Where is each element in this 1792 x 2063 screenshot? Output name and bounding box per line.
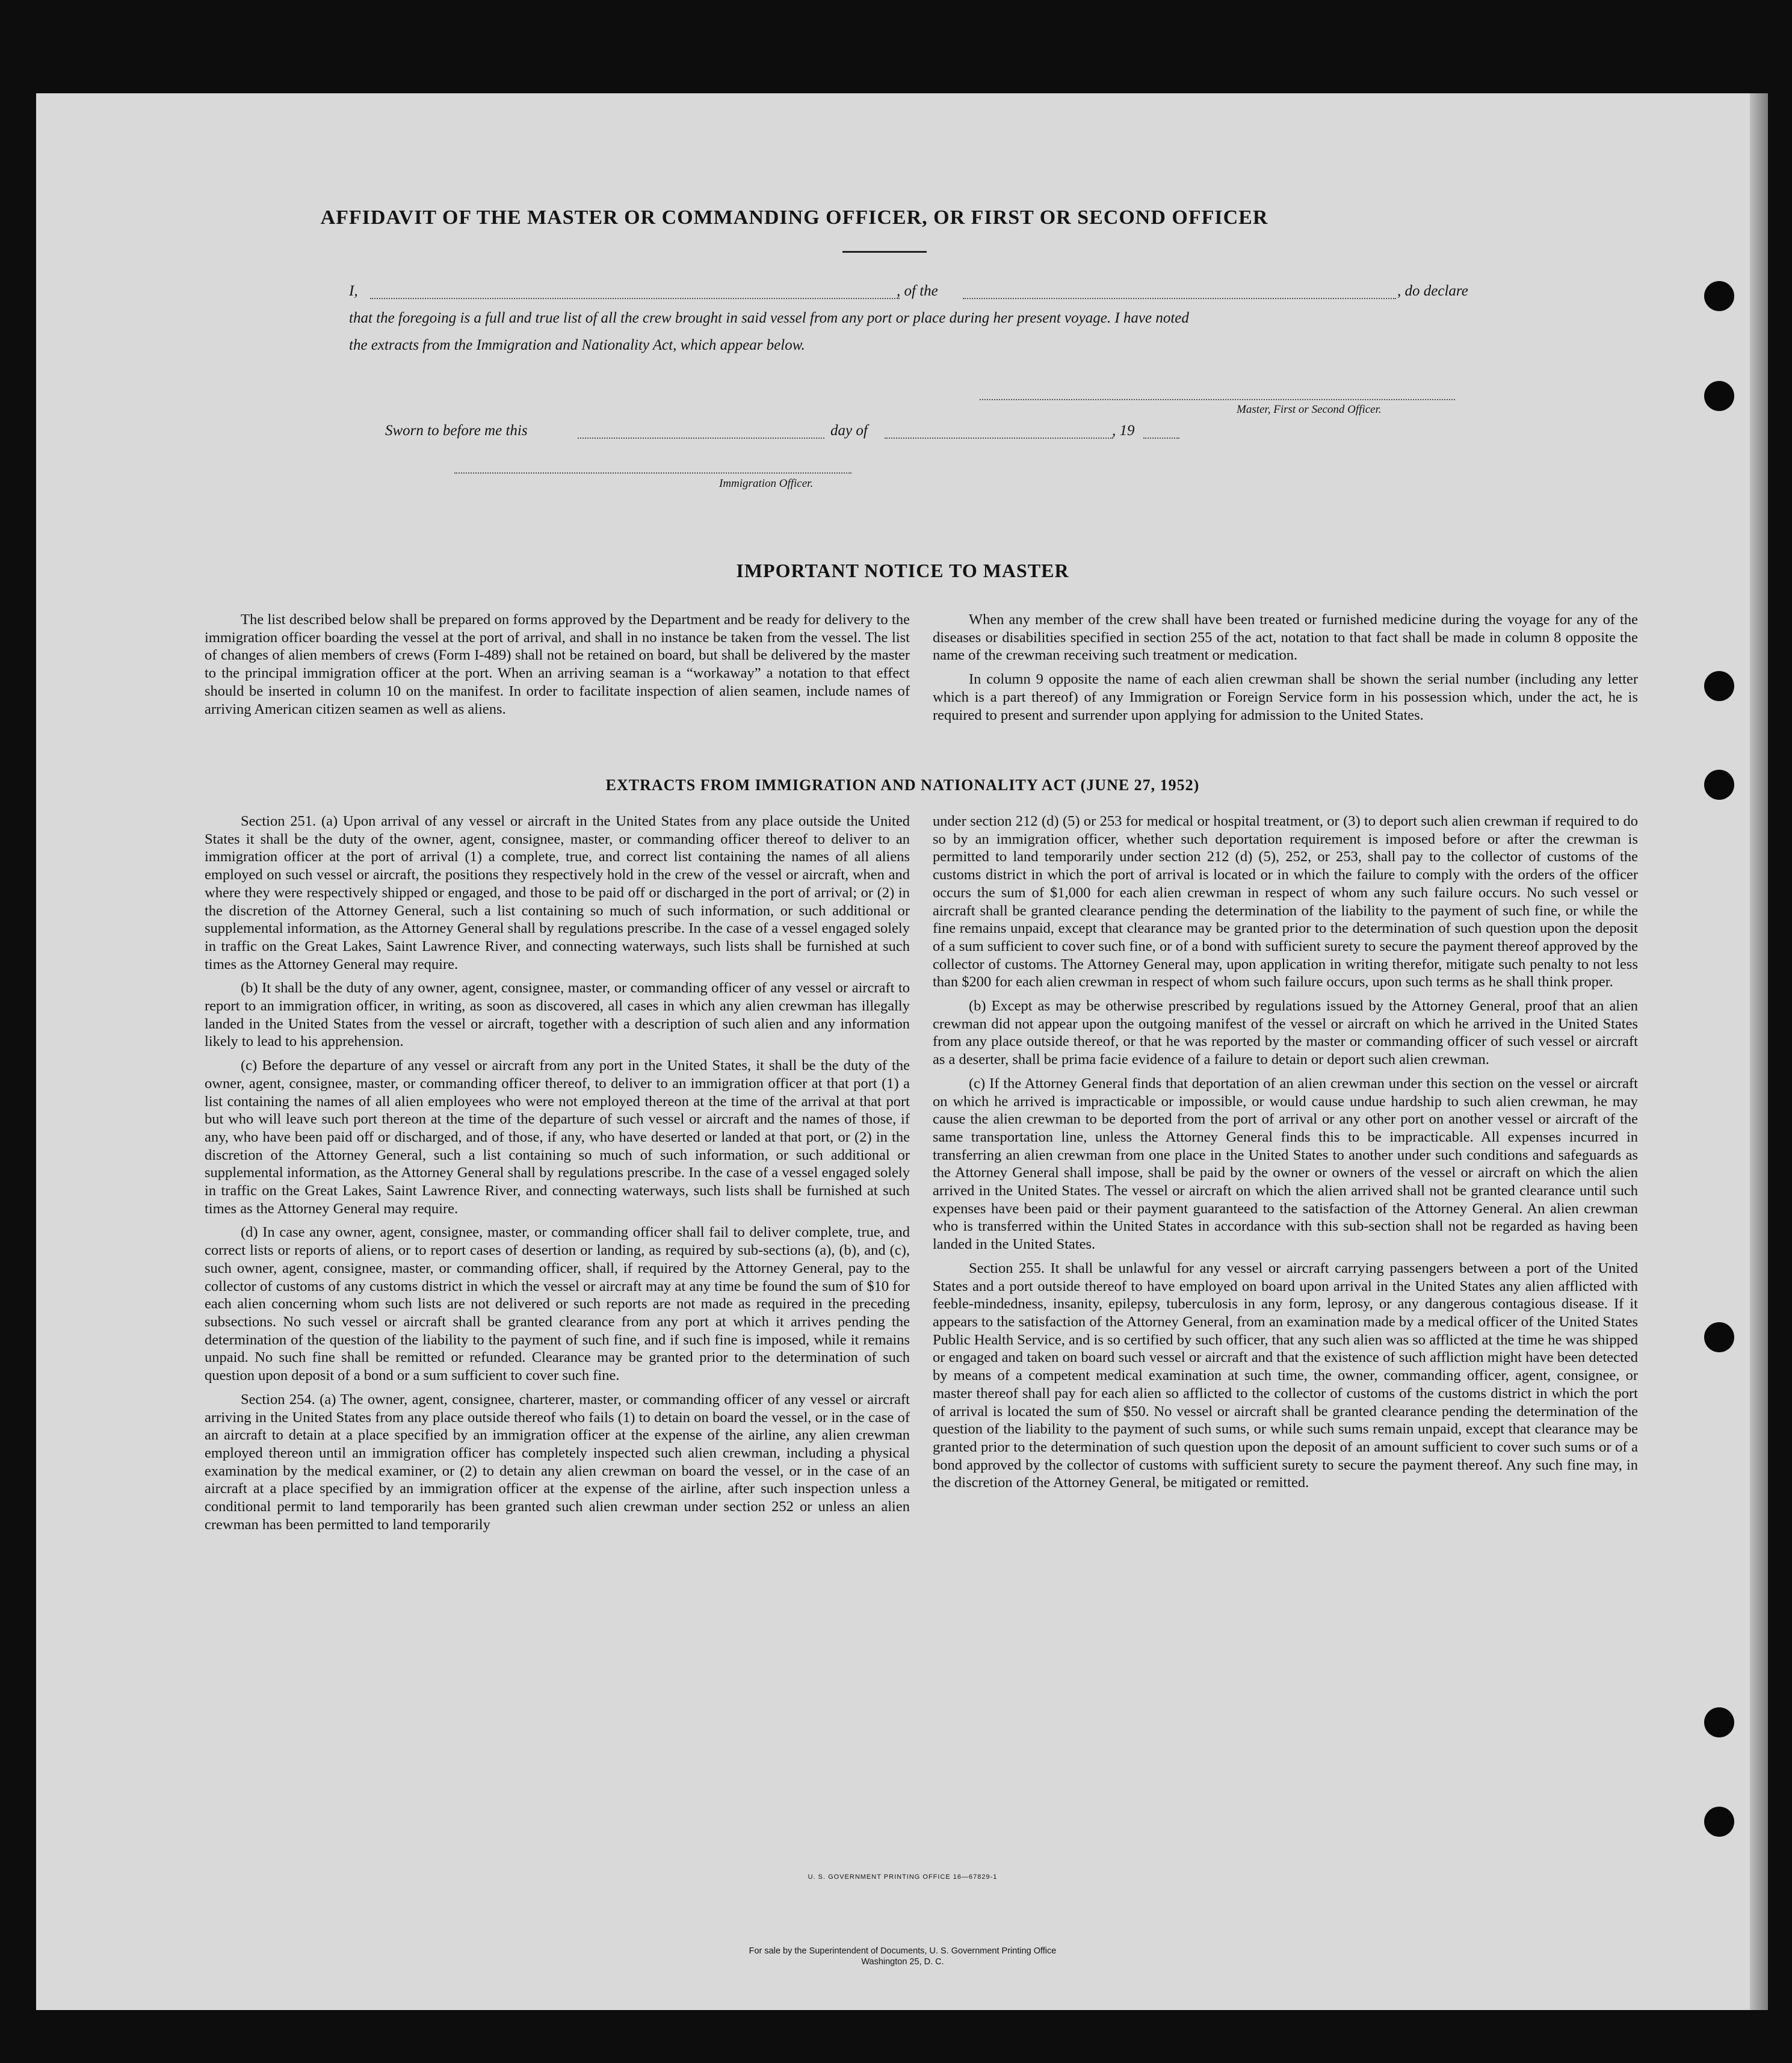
section-paragraph: (c) Before the departure of any vessel or aircraft from any port in the United States, it shall be the duty of the owner, agent, consignee, master, or commanding officer thereof, to deliver to an immigration officer at that port (1) a list containing the names of all alien employees who were not employed thereon at the time of the arrival at that port but who will leave such port thereon at the time of the departure of such vessel or aircraft and the names of those, if any, who have been paid off or discharged, and of those, if any, who have deserted or landed at that port, or (2) in the discretion of the Attorney General, such a list containing so much of such information, or such additional or supplemental information, as the Attorney General shall by regulations prescribe. In the case of a vessel engaged solely in traffic on the Great Lakes, Saint Lawrence River, and connecting waterways, such lists shall be furnished at such times as the Attorney General may require.: [205, 1057, 910, 1217]
affidavit-i: I,: [349, 283, 358, 299]
extracts-left-column: [205, 812, 910, 1539]
form-page: [36, 93, 1768, 2010]
name-line[interactable]: [370, 298, 900, 299]
title-rule: [842, 251, 927, 253]
extracts-title: EXTRACTS FROM IMMIGRATION AND NATIONALITY ACT (JUNE 27, 1952): [605, 776, 1200, 794]
printer-imprint: U. S. GOVERNMENT PRINTING OFFICE 16—67829-1: [808, 1873, 998, 1881]
day-of-text: day of: [830, 422, 868, 439]
section-paragraph: under section 212 (d) (5) or 253 for medical or hospital treatment, or (3) to deport such alien crewman if required to do so by an immigration officer, whether such deportation requirement is imposed before or after the crewman is permitted to land temporarily under section 212 (d) (5), 252, or 253, shall pay to the collector of customs of the customs district in which the port of arrival is located or in which the failure to comply with the orders of the officer occurs the sum of $1,000 for each alien crewman in respect of whom any such failure occurs. No such vessel or aircraft shall be granted clearance pending the determination of the liability to the payment of such fine, or while the fine remains unpaid, except that clearance may be granted prior to the determination of such question upon the deposit of a sum sufficient to cover such fine, or of a bond with sufficient surety to secure the payment thereof approved by the collector of customs. The Attorney General may, upon application in writing therefor, mitigate such penalty to not less than $200 for each alien crewman in respect of whom such failure occurs, upon such terms as he shall think proper.: [933, 813, 1638, 991]
sale-notice: [36, 1946, 1768, 1967]
section-paragraph: Section 251. (a) Upon arrival of any vessel or aircraft in the United States from any place outside the United States it shall be the duty of the owner, agent, consignee, master, or commanding officer thereof to deliver to an immigration officer at the port of arrival (1) a complete, true, and correct list containing the names of all aliens employed on such vessel or aircraft, the positions they respectively hold in the crew of the vessel or aircraft, when and where they were respectively shipped or engaged, and those to be paid off or discharged in the port of arrival; or (2) in the discretion of the Attorney General, such a list containing so much of such information, or such additional or supplemental information, as the Attorney General shall by regulations prescribe. In the case of a vessel engaged solely in traffic on the Great Lakes, Saint Lawrence River, and connecting waterways, such lists shall be furnished at such times as the Attorney General may require.: [205, 813, 910, 973]
binder-hole: [1704, 671, 1734, 701]
notice-title: IMPORTANT NOTICE TO MASTER: [736, 560, 1069, 581]
master-caption: Master, First or Second Officer.: [1237, 403, 1382, 416]
section-paragraph: Section 255. It shall be unlawful for any vessel or aircraft carrying passengers between a port of the United States and a port outside thereof to have employed on board upon arrival in the United States any alien afflicted with feeble-mindedness, insanity, epilepsy, tuberculosis in any form, leprosy, or any dangerous contagious disease. If it appears to the satisfaction of the Attorney General, from an examination made by a medical officer of the United States Public Health Service, and is so certified by such officer, that any such alien was so afflicted at the time he was shipped or engaged and taken on board such vessel or aircraft and that the existence of such affliction might have been detected by means of a competent medical examination at such time, the owner, commanding officer, agent, consignee, or master thereof shall pay for each alien so afflicted to the collector of customs of the customs district in which the port of arrival is located the sum of $50. No vessel or aircraft shall be granted clearance pending the determination of the question of the liability to the payment of such sums, or while such sums remain unpaid, except that clearance may be granted prior to the determination of such question upon the deposit of an amount sufficient to cover such sums or of a bond approved by the collector of customs with sufficient surety to secure the payment thereof. Any such fine may, in the discretion of the Attorney General, be mitigated or remitted.: [933, 1260, 1638, 1491]
sworn-day-line[interactable]: [578, 438, 824, 439]
notice-paragraph: In column 9 opposite the name of each alien crewman shall be shown the serial number (including any letter which is a part thereof) of any Immigration or Foreign Service form in his possession which, under the act, he is required to present and surrender upon applying for admission to the United States.: [933, 671, 1638, 723]
affidavit-line-2: that the foregoing is a full and true list of all the crew brought in said vessel from any port or place during her present voyage. I have noted: [349, 310, 1189, 326]
section-paragraph: (c) If the Attorney General finds that deportation of an alien crewman under this section on the vessel or aircraft on which he arrived is impracticable or impossible, or would cause undue hardship to such alien crewman, he may cause the alien crewman to be deported from the port of arrival or any other port on another vessel or aircraft of the same transportation line, unless the Attorney General finds this to be impracticable. All expenses incurred in transferring an alien crewman from one place in the United States to another under such conditions and safeguards as the Attorney General shall impose, shall be paid by the owner or owners of the vessel or aircraft on which the alien arrived in the United States. The vessel or aircraft on which the alien arrived shall not be granted clearance until such expenses have been paid or their payment guaranteed to the satisfaction of the Attorney General. An alien crewman who is transferred within the United States in accordance with this sub-section shall not be regarded as having been landed in the United States.: [933, 1075, 1638, 1253]
affidavit-of-the: , of the: [897, 283, 938, 299]
notice-left-column: [205, 611, 910, 724]
section-paragraph: (b) Except as may be otherwise prescribed by regulations issued by the Attorney General, proof that an alien crewman did not appear upon the outgoing manifest of the vessel or aircraft on which he arrived in the United States from any place outside thereof, or that he was reported by the master or commanding officer of such vessel or aircraft as a deserter, shall be prima facie evidence of a failure to detain or deport such alien crewman.: [933, 998, 1638, 1068]
sale-line-1: For sale by the Superintendent of Documents, U. S. Government Printing Office: [749, 1946, 1057, 1956]
binder-hole: [1704, 1707, 1734, 1737]
master-signature-line[interactable]: [980, 399, 1455, 400]
binder-hole: [1704, 381, 1734, 411]
sworn-text: Sworn to before me this: [385, 422, 528, 439]
sworn-year-line[interactable]: [1143, 438, 1179, 439]
year-text: , 19: [1112, 422, 1135, 439]
officer-caption: Immigration Officer.: [719, 477, 814, 490]
section-paragraph: (b) It shall be the duty of any owner, agent, consignee, master, or commanding officer of any vessel or aircraft to report to an immigration officer, in writing, as soon as discovered, all cases in which any alien crewman has illegally landed in the United States from the vessel or aircraft, together with a description of such alien and any information likely to lead to his apprehension.: [205, 980, 910, 1050]
section-paragraph: Section 254. (a) The owner, agent, consignee, charterer, master, or commanding officer of any vessel or aircraft arriving in the United States from any place outside thereof who fails (1) to detain on board the vessel, or in the case of an aircraft to detain at a place specified by an immigration officer at the expense of the airline, any alien crewman employed thereon until an immigration officer has completely inspected such alien crewman, including a physical examination by the medical examiner, or (2) to detain any alien crewman on board the vessel, or in the case of an aircraft at a place specified by an immigration officer at the expense of the airline, after such inspection unless a conditional permit to land temporarily has been granted such alien crewman under section 252 or unless an alien crewman has been permitted to land temporarily: [205, 1391, 910, 1533]
affidavit-declare: , do declare: [1397, 283, 1468, 299]
extracts-right-column: [933, 812, 1638, 1498]
page-edge: [1750, 93, 1768, 2010]
notice-paragraph: The list described below shall be prepared on forms approved by the Department and be ready for delivery to the immigration officer boarding the vessel at the port of arrival, and shall in no instance be taken from the vessel. The list of changes of alien members of crews (Form I-489) shall not be retained on board, but shall be delivered by the master to the principal immigration officer at the port. When an arriving seaman is a “workaway” a notation to that effect should be inserted in column 10 on the manifest. In order to facilitate inspection of alien seamen, include names of arriving American citizen seamen as well as aliens.: [205, 611, 910, 717]
notice-paragraph: When any member of the crew shall have been treated or furnished medicine during the voyage for any of the diseases or disabilities specified in section 255 of the act, notation to that fact shall be made in column 8 opposite the name of the crewman receiving such treatment or medication.: [933, 611, 1638, 664]
officer-signature-line[interactable]: [454, 472, 851, 474]
sworn-month-line[interactable]: [885, 438, 1113, 439]
binder-hole: [1704, 281, 1734, 311]
sale-line-2: Washington 25, D. C.: [861, 1957, 944, 1967]
vessel-line[interactable]: [963, 298, 1396, 299]
affidavit-line-3: the extracts from the Immigration and Nationality Act, which appear below.: [349, 337, 805, 353]
section-paragraph: (d) In case any owner, agent, consignee, master, or commanding officer shall fail to deliver complete, true, and correct lists or reports of aliens, or to report cases of desertion or landing, as required by sub-sections (a), (b), and (c), such owner, agent, consignee, master, or commanding officer, shall, if required by the Attorney General, pay to the collector of customs of any customs district in which the vessel or aircraft may at any time be found the sum of $10 for each alien concerning whom such lists are not delivered or such reports are not made as required in the preceding subsections. No such vessel or aircraft shall be granted clearance from any port at which it arrives pending the determination of the question of the liability to the payment of such fine, and if such fine is imposed, while it remains unpaid. No such fine shall be remitted or refunded. Clearance may be granted prior to the determination of such question upon deposit of a bond or a sum sufficient to cover such fine.: [205, 1224, 910, 1384]
notice-right-column: [933, 611, 1638, 730]
binder-hole: [1704, 1807, 1734, 1837]
binder-hole: [1704, 1322, 1734, 1352]
affidavit-title: AFFIDAVIT OF THE MASTER OR COMMANDING OFFICER, OR FIRST OR SECOND OFFICER: [320, 206, 1268, 229]
